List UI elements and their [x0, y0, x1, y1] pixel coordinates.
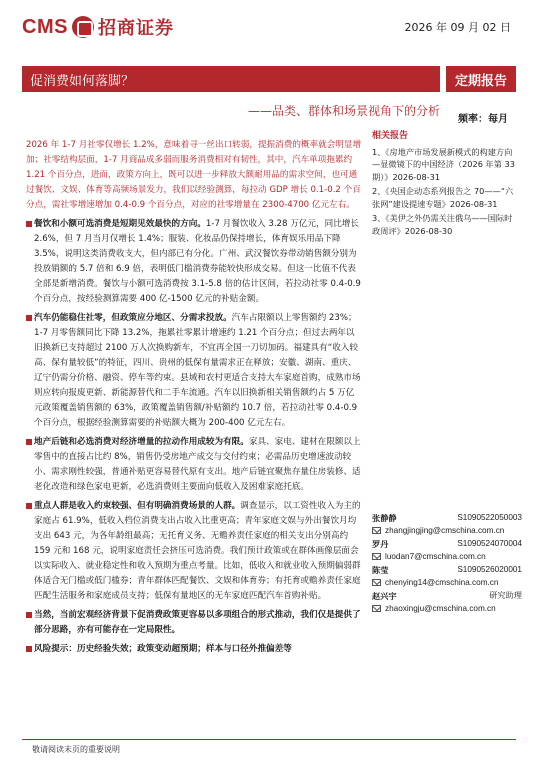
- bullet-square-icon: [26, 612, 32, 618]
- footer-note: 敬请阅读末页的重要说明: [32, 745, 120, 754]
- bullet-square-icon: [26, 315, 32, 321]
- logo-cn-text: 招商证券: [97, 18, 174, 39]
- analyst-card: [372, 590, 522, 615]
- analyst-id: S1090526020001: [457, 565, 522, 574]
- analyst-card: [372, 564, 522, 589]
- risk-paragraph: [26, 642, 362, 657]
- main-content: [26, 138, 362, 661]
- paragraph-lead: 汽车仍能稳住社零，但政策应分地区、分需求投放。: [34, 313, 232, 323]
- mail-icon: [372, 579, 381, 586]
- analyst-email[interactable]: luodan7@cmschina.com.cn: [385, 551, 486, 561]
- paragraph-body: 历史经验失效；政策变动超预期；样本与口径外推偏差等: [76, 644, 292, 654]
- analyst-name: 陈莹: [372, 565, 389, 575]
- bullet-square-icon: [26, 439, 32, 445]
- section-paragraph: [26, 608, 362, 638]
- footer-divider: [22, 739, 516, 740]
- related-report-link[interactable]: 3、《美伊之外仍需关注俄乌——国际时政周评》2026-08-30: [372, 213, 513, 236]
- analyst-email[interactable]: zhangjingjing@cmschina.com.cn: [385, 525, 505, 535]
- bullet-square-icon: [26, 646, 32, 652]
- analyst-list: [372, 512, 522, 616]
- bullet-square-icon: [26, 221, 32, 227]
- section-paragraph: [26, 311, 362, 431]
- analyst-name: 赵兴宇: [372, 591, 397, 601]
- title-bar: [22, 66, 440, 92]
- analyst-id: S1090524070004: [457, 539, 522, 548]
- analyst-card: [372, 538, 522, 563]
- summary-paragraph: 2026 年 1-7 月社零仅增长 1.2%，意味着寻一丝出口转弱，提振消费的概率就会明显增加；社零结构层面，1-7 月商品成多弱而服务消费相对有韧性，其中，汽车单项拖累约 1.21 个百分点，进而，政策方向上，既可以进一步释放大额耐用品的需求空间，也可通过餐饮、文娱、体育等高频场景发力，我们以经验测算，每拉动 GDP 增长 0.1-0.2 个百分点，需社零增速增加 0.4-0.9 个百分点，对应的社零增量在 2300-4700 亿元左右。: [26, 140, 362, 210]
- analyst-email[interactable]: chenying14@cmschina.com.cn: [385, 577, 499, 587]
- mail-icon: [372, 553, 381, 560]
- report-date: 2026 年 09 月 02 日: [404, 21, 511, 34]
- analyst-name: 张静静: [372, 513, 397, 523]
- related-reports: [372, 130, 517, 239]
- report-header: [0, 0, 537, 50]
- paragraph-lead: 餐饮和小额可选消费是短期见效最快的方向。: [34, 219, 206, 229]
- section-paragraph: [26, 435, 362, 495]
- paragraph-lead: 风险提示：: [34, 644, 77, 654]
- report-type-bar: [446, 66, 516, 92]
- company-logo: [22, 14, 174, 40]
- report-type: 定期报告: [454, 73, 507, 89]
- paragraph-body: 家具、家电、建材在限额以上零售中的直接占比约 8%，销售仍受房地产成交与交付约束；必需品历史增速波动较小、需求刚性较强，普通补贴更容易替代原有支出。地产后链宜聚焦存量住房装修、适老化改造和绿色家电更新，必选消费则主要面向低收入及困难家庭托底。: [34, 437, 361, 492]
- analyst-card: [372, 512, 522, 537]
- section-paragraph: [26, 217, 362, 307]
- related-report-link[interactable]: 1、《房地产市场发展新模式的构建方向—显微镜下的中国经济（2026 年第 33 期）》2026-08-31: [372, 146, 515, 182]
- analyst-name: 罗丹: [372, 539, 389, 549]
- section-paragraph: [26, 499, 362, 604]
- logo-cms-text: CMS: [22, 15, 68, 38]
- paragraph-body: 调查显示，以工资性收入为主的家庭占 61.9%，低收入档位消费支出占收入比重更高；青年家庭文娱与外出餐饮月均支出 643 元，为各年龄组最高；无托育义务、无赡养责任家庭的相关支出分别高约 159 元和 168 元，说明家庭责任会挤压可选消费。我们预计政策或在群体画像层面会以实际收入、就业稳定性和收入预期为重点考量。比如，低收入和就业收入预期偏弱群体适合无门槛或低门槛券；青年群体匹配餐饮、文娱和体育券；有托育或赡养责任家庭匹配生活服务和家庭成员支持；低保有量地区的无车家庭匹配汽车首购补贴。: [34, 501, 361, 601]
- report-title: 促消费如何落脚？: [30, 73, 135, 89]
- paragraph-lead: 地产后链和必选消费对经济增量的拉动作用成较为有限。: [34, 437, 249, 447]
- paragraph-body: 1-7 月餐饮收入 3.28 万亿元，同比增长 2.6%，但 7 月当月仅增长 1.4%；服装、化妆品仍保持增长，体育娱乐用品下降 3.5%，说明这类消费收支大，但内部已有分化。广州、武汉餐饮券带动销售额分别为投放销额的 5.7 倍和 6.9 倍，表明低门槛消费券能较快形成交易。但这一比值不代表全部是新增消费。餐饮与小额可选消费按 3.1-5.8 倍的估计区间，若拉动社零 0.4-0.9 个百分点，按经验测算需要 400 亿-1500 亿元的补贴金额。: [34, 219, 361, 304]
- paragraph-lead: 当然，当前宏观经济背景下促消费政策更容易以多项组合的形式推动，我们仅是提供了部分思路，亦有可能存在一定局限性。: [34, 610, 361, 635]
- related-reports-title: 相关报告: [372, 131, 409, 141]
- analyst-id: S1090522050003: [457, 513, 522, 522]
- paragraph-lead: 重点人群是收入约束较强、但有明确消费场景的人群。: [34, 501, 241, 511]
- mail-icon: [372, 527, 381, 534]
- analyst-email[interactable]: zhaoxingju@cmschina.com.cn: [385, 603, 496, 613]
- mail-icon: [372, 605, 381, 612]
- report-subtitle: ——品类、群体和场景视角下的分析: [247, 104, 440, 118]
- report-frequency: 频率：每月: [458, 114, 508, 125]
- analyst-role: 研究助理: [489, 591, 522, 600]
- bullet-square-icon: [26, 503, 32, 509]
- logo-badge-icon: [72, 16, 94, 38]
- paragraph-body: 汽车占限额以上零售额约 23%；1-7 月零售额同比下降 13.2%，拖累社零累计增速约 1.21 个百分点；但过去两年以旧换新已支持超过 2100 万人次换购新车，不宜再全国一刀切加码。福建具有“收入较高、保有量较低”的特征，四川、贵州的低保有量需求正在释放；安徽、湖南、重庆、辽宁仍需分价格、融资、停车等约束。县域和农村更适合支持大车家庭首购，成熟市场则应转向报废更新、新能源替代和二手车流通。汽车以旧换新相关销售额约占 5 万亿元政策覆盖销售额的 63%，政策覆盖销售额/补贴额约 10.7 倍，若拉动社零 0.4-0.9 个百分点，根据经验测算需要的补贴额大概为 200-400 亿元左右。: [34, 313, 361, 428]
- related-report-link[interactable]: 2、《央国企动态系列报告之 70——“六张网”建设提速专题》2026-08-31: [372, 186, 514, 209]
